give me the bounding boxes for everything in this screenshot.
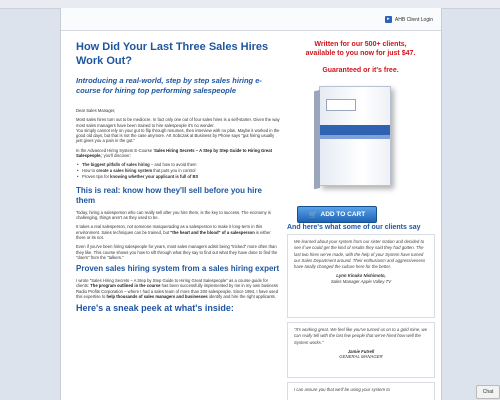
- list-item: • How to create a sales hiring system that puts you in control: [76, 168, 281, 174]
- course-intro: In the Advanced Hiring System E-Course 'Sales Hiring Secrets – A Step by Step Guide to Hiring Great Salespeople,' you'll discover:: [76, 147, 272, 159]
- main-content: [76, 40, 281, 317]
- section-title-sneak-peek: Here's a sneak peek at what's inside:: [76, 303, 234, 314]
- testimonial-role: Sales Manager Apple Valley TV: [330, 278, 392, 284]
- testimonial-quote: "It's working great. We feel like you've turned us on to a gold mine, we can really tell with the last few people that we've hired how well the System works.": [294, 327, 428, 345]
- page-headline: How Did Your Last Three Sales Hires Work Out?: [76, 41, 269, 67]
- book-cover-image: [289, 82, 432, 188]
- section2-paragraph: I wrote "Sales Hiring Secrets – A Step by Step Guide to Hiring Great Salespeople" as a course guide for clients: The program outlined in the course has been successfully implemented by me in my own business Radio Profits Corporation – where I had a sales team of more than 200 salespeople. Since 1994, I have used this expertise to help thousands of sales managers and businesses identify and hire the right applicants.: [76, 278, 279, 300]
- client-login-label: AHB Client Login: [394, 16, 433, 23]
- testimonials-heading: And here's what some of our clients say: [287, 224, 421, 231]
- testimonial-role: GENERAL MANAGER: [339, 354, 383, 360]
- section1-paragraph: Today, hiring a salesperson who can really sell after you hire them, is the key to success. The economy is challenging, things aren't as they used to be.: [76, 209, 271, 221]
- testimonial-card: [287, 322, 435, 378]
- list-item: • Proven tips for knowing whether your applicant is full of BS: [76, 174, 281, 180]
- section-title-real: This is real: know how they'll sell before you hire them: [76, 185, 262, 205]
- add-to-cart-label: ADD TO CART: [320, 211, 366, 218]
- client-login-link[interactable]: [385, 16, 433, 23]
- testimonial-card: [287, 234, 435, 318]
- testimonial-quote: We learned about your system from our sister station and decided to see if we could get the kind of results they said they had gotten. The last two hires we've made, with the help of your System have turned our Sales Department around. Their enthusiasm and aggressiveness have totally changed the culture here for the better.: [294, 239, 426, 270]
- top-toolbar: [61, 8, 441, 31]
- login-icon: ▸: [385, 16, 392, 23]
- intro-paragraph: Most sales hires turn out to be mediocre. In fact only one out of four sales hires is a self-starter. Given the way most sales managers have been trained to hire salespeople it's no wonder.: [76, 117, 280, 128]
- intro-paragraph-2: You simply cannot rely on your gut to flip through resumes, then interview with no plan. Maybe it worked in the good old days, but that is not the case anymore. Art Sobczak at Business by Phone says "gut hiring usually just gives you a pain in the gut.": [76, 127, 280, 144]
- section1-paragraph-2: It takes a real salesperson, not someone masquerading as a salesperson to make it long-term in this environment. Sales techniques can be trained, but "the heart and the blood" of a salesperson is either there or its not.: [76, 224, 271, 240]
- cart-icon: 🛒: [308, 211, 318, 219]
- add-to-cart-button[interactable]: [297, 206, 377, 223]
- page-subhead: Introducing a real-world, step by step sales hiring e-course for hiring top performing salespeople: [76, 76, 262, 95]
- greeting: Dear Sales Manager,: [76, 108, 116, 113]
- chat-button[interactable]: Chat: [476, 385, 500, 399]
- testimonial-quote: I can assure you that we'll be using your system to: [294, 387, 390, 392]
- course-name: Sales Hiring Secrets – A Step by Step Guide to Hiring Great Salespeople,: [76, 147, 272, 159]
- testimonial-card: [287, 382, 435, 400]
- guarantee-text: Guaranteed or it's free.: [322, 67, 399, 74]
- sidebar: [289, 40, 432, 188]
- sales-page: [60, 8, 442, 400]
- testimonial-name: Jamie Futrell: [347, 348, 375, 354]
- benefit-list: [76, 162, 281, 179]
- list-item: • The biggest pitfalls of sales hiring – and how to avoid them: [76, 162, 281, 168]
- section1-paragraph-3: Even if you've been hiring salespeople for years, most sales managers admit being "tricked" more often than they like. This course shows you how to sift through what they say to find out what they have done to find the "doers" from the "talkers.": [76, 244, 278, 260]
- testimonial-name: Lynn Kinuko Nishimoto,: [336, 273, 386, 279]
- ebook-cover: [319, 86, 391, 186]
- section-title-proven: Proven sales hiring system from a sales hiring expert: [76, 264, 280, 274]
- offer-line-1: Written for our 500+ clients,: [314, 41, 407, 48]
- offer-line-2: available to you now for just $47.: [305, 50, 416, 57]
